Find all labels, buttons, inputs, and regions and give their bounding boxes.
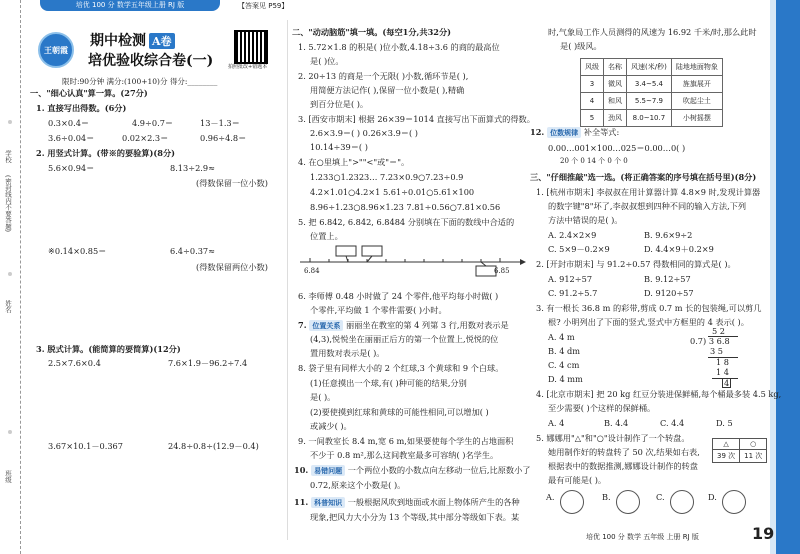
option-a[interactable]: A. [546, 492, 555, 502]
s2-q10-cont: 0.72,原来这个小数是( )。 [310, 480, 406, 490]
section-1-title: 一、"细心认真"算一算。(27分) [30, 88, 148, 98]
option-c[interactable]: C. 5×9－0.2×9 [548, 244, 610, 254]
section-3-title: 三、"仔细推敲"选一选。(将正确答案的序号填在括号里)(8分) [530, 172, 757, 182]
table-row: 5 劲风 8.0~10.7 小树摇摆 [581, 110, 723, 127]
option-d[interactable]: D. 9120÷57 [644, 288, 694, 298]
triangle-icon: △ [713, 439, 740, 450]
table-row: 3 微风 3.4~5.4 旌旗展开 [581, 76, 723, 93]
s2-q6: 6. 李师傅 0.48 小时做了 24 个零件,他平均每小时做( ) [298, 291, 499, 301]
answer-reference: 【答案见 P59】 [238, 2, 289, 10]
s2-q4-items: 4.2×1.01○4.2×1 5.61÷0.01○5.61×100 [310, 187, 475, 197]
number-line [300, 244, 530, 284]
q3-item: 24.8÷0.8÷(12.9－0.4) [168, 441, 259, 451]
s2-q1: 1. 5.72×1.8 的积是( )位小数,4.18÷3.6 的商的最高位 [298, 42, 500, 52]
s2-q12-braces: 20 个 0 14 个 0 个 0 [560, 157, 628, 165]
s3-q2: 2. [开封市期末] 与 91.2÷0.57 得数相同的算式是( )。 [536, 259, 736, 269]
s2-q4-items: 8.96÷1.23○8.96×1.23 7.81÷0.56○7.81×0.56 [310, 202, 501, 212]
s2-q4-items: 1.233○1.2323… 7.23×0.9○7.23÷0.9 [310, 172, 464, 182]
q2-item: ※0.14×0.85＝ [48, 246, 107, 256]
s2-q4: 4. 在○里填上">""<"或"＝"。 [298, 157, 410, 167]
option-c[interactable]: C. 91.2÷5.7 [548, 288, 598, 298]
page-number: 19 [752, 524, 775, 543]
q3-item: 7.6×1.9－96.2÷7.4 [168, 358, 248, 368]
s2-q11: 11. 科普知识 一般根据风吹到地面或水面上物体所产生的各种 [294, 497, 520, 507]
binding-hole [8, 430, 12, 434]
q1-prompt: 1. 直接写出得数。(6分) [36, 103, 127, 113]
seal-note: (密封线内不要答题) [4, 175, 12, 233]
s3-q1: 1. [杭州市期末] 李叔叔在用计算器计算 4.8×9 时,发现计算器 [536, 187, 761, 197]
s3-q1-cont: 的数字键"8"坏了,李叔叔想到四种不同的输入方法,下列 [548, 201, 747, 211]
s2-q3-items: 10.14÷39＝( ) [310, 142, 368, 152]
table-header: 风级 [581, 59, 604, 76]
top-banner: 培优 100 分 数学五年级上册 RJ 版 [40, 0, 220, 11]
s2-q8-cont: (1)任意摸出一个球,有( )种可能的结果,分别 [310, 378, 467, 388]
spinner-b-icon [616, 490, 640, 514]
q2-prompt: 2. 用竖式计算。(带※的要验算)(8分) [36, 148, 176, 158]
q2-item: 5.6×0.94＝ [48, 163, 95, 173]
s2-q7: 7. 位置关系 丽丽坐在教室的第 4 列第 3 行,用数对表示是 [298, 320, 509, 330]
table-header: 陆地地面物象 [671, 59, 722, 76]
q1-item: 0.96÷4.8＝ [200, 133, 247, 143]
page-footer: 培优 100 分 数学 五年级 上册 RJ 版 [586, 533, 699, 541]
table-header: 风速(米/秒) [627, 59, 672, 76]
topic-tag: 位置关系 [309, 320, 343, 331]
option-d[interactable]: D. 4 mm [548, 374, 583, 384]
q3-prompt: 3. 脱式计算。(能简算的要简算)(12分) [36, 344, 181, 354]
circle-icon: ○ [740, 439, 767, 450]
s2-q12-equation: 0.00…001×100…025＝0.00…0( ) [548, 143, 686, 153]
s3-q5-cont: 根据表中的数据推测,娜娜设计制作的转盘 [548, 461, 698, 471]
topic-tag: 易错问题 [311, 465, 345, 476]
option-b[interactable]: B. 4 dm [548, 346, 581, 356]
section-2-title: 二、"动动脑筋"填一填。(每空1分,共32分) [292, 27, 452, 37]
binding-hole [8, 120, 12, 124]
wind-table [580, 58, 723, 127]
s3-q5: 5. 娜娜用"△"和"○"设计制作了一个转盘。 [536, 433, 690, 443]
spin-result-table: △ ○ 39 次 11 次 [712, 438, 767, 463]
q1-item: 0.3×0.4＝ [48, 118, 90, 128]
boxed-digit: 4 [724, 378, 730, 388]
s2-q5-cont: 位置上。 [310, 231, 343, 241]
q2-note: (得数保留一位小数) [196, 178, 268, 188]
option-d[interactable]: D. 4.4×9＋0.2×9 [644, 244, 714, 254]
option-a[interactable]: A. 4 m [548, 332, 575, 342]
name-label: 姓名 [4, 300, 12, 313]
number-line-left-label: 6.84 [304, 267, 320, 275]
s2-q12: 12. 位数规律 补全等式: [530, 127, 620, 137]
brand-logo: 王朝霞 [38, 32, 74, 68]
option-d[interactable]: D. [708, 492, 717, 502]
exam-subtitle: 培优验收综合卷(一) [88, 53, 214, 69]
option-c[interactable]: C. [656, 492, 665, 502]
s2-q5: 5. 把 6.842, 6.842, 6.8484 分别填在下面的数线中合适的 [298, 217, 515, 227]
qr-caption: 拍照批改+错题本 [228, 64, 268, 70]
table-header: 名称 [604, 59, 627, 76]
q2-item: 6.4÷0.37≈ [170, 246, 215, 256]
s3-q3: 3. 有一根长 36.8 m 的彩带,剪成 0.7 m 长的包装绳,可以剪几 [536, 303, 762, 313]
s2-q11-cont: 现象,把风力大小分为 13 个等级,其中部分等级如下表。某 [310, 512, 520, 522]
s2-q3: 3. [西安市期末] 根据 26×39＝1014 直接写出下面算式的得数。 [298, 114, 535, 124]
spinner-a-icon [560, 490, 584, 514]
s2-q9: 9. 一间教室长 8.4 m,宽 6 m,如果要使每个学生的占地面积 [298, 436, 514, 446]
q2-item: 8.13÷2.9≈ [170, 163, 215, 173]
spinner-d-icon [722, 490, 746, 514]
s2-q6-cont: 个零件,平均做 1 个零件需要( )小时。 [310, 305, 447, 315]
topic-tag: 科普知识 [311, 497, 345, 508]
s2-q11-cont: 时,气象局工作人员测得的风速为 16.92 千米/时,那么此时 [548, 27, 757, 37]
option-c[interactable]: C. 4.4̇ [660, 418, 685, 428]
school-label: 学校 [4, 150, 12, 163]
option-b[interactable]: B. 9.12÷57 [644, 274, 691, 284]
s2-q2-cont: 到百分位是( )。 [310, 99, 369, 109]
s2-q11-cont: 是( )级风。 [560, 41, 602, 51]
exam-badge: A卷 [149, 33, 175, 49]
s3-q5-cont: 最有可能是( )。 [548, 475, 607, 485]
qr-code-icon [234, 30, 268, 64]
s3-q5-cont: 她用制作好的转盘转了 50 次,结果如右表, [548, 447, 700, 457]
q1-item: 0.02×2.3＝ [122, 133, 169, 143]
s2-q7-cont: 置用数对表示是( )。 [310, 348, 385, 358]
binding-strip [0, 0, 21, 554]
s3-q4: 4. [北京市期末] 把 20 kg 红豆分装进保鲜桶,每个桶最多装 4.5 kg, [536, 389, 782, 399]
s3-q4-cont: 至少需要( )个这样的保鲜桶。 [548, 403, 656, 413]
option-a[interactable]: A. 4 [548, 418, 565, 428]
q3-item: 3.67×10.1－0.367 [48, 441, 123, 451]
q3-item: 2.5×7.6×0.4 [48, 358, 101, 368]
option-a[interactable]: A. 912÷57 [548, 274, 593, 284]
option-b[interactable]: B. 4.4 [604, 418, 629, 428]
s3-q1-cont: 方法中错误的是( )。 [548, 215, 623, 225]
s2-q1-cont: 是( )位。 [310, 56, 344, 66]
q1-item: 13－1.3＝ [200, 118, 240, 128]
topic-tag: 位数规律 [547, 127, 581, 138]
s2-q8-cont: 或减少( )。 [310, 421, 352, 431]
option-c[interactable]: C. 4 cm [548, 360, 580, 370]
option-a[interactable]: A. 2.4×2×9 [548, 230, 597, 240]
s2-q10: 10. 易错问题 一个两位小数的小数点向左移动一位后,比原数小了 [294, 465, 531, 475]
s2-q9-cont: 不少于 0.8 m²,那么这间教室最多可容纳( )名学生。 [310, 450, 499, 460]
q1-item: 3.6÷0.04＝ [48, 133, 95, 143]
s2-q8: 8. 袋子里有同样大小的 2 个红球,3 个黄球和 9 个白球。 [298, 363, 504, 373]
right-edge-bar [776, 0, 800, 554]
q1-item: 4.9÷0.7＝ [132, 118, 174, 128]
spinner-c-icon [670, 490, 694, 514]
class-label: 班级 [4, 470, 12, 483]
q2-note: (得数保留两位小数) [196, 262, 268, 272]
column-divider [287, 20, 288, 540]
long-division: 5 2 0.7) 3 6.8 3 5 1 8 1 4 4 [690, 326, 750, 386]
exam-title: 期中检测 A卷 [90, 30, 175, 50]
option-d[interactable]: D. 5 [716, 418, 733, 428]
s2-q7-cont: (4,3),悦悦坐在丽丽正后方的第一个位置上,悦悦的位 [310, 334, 499, 344]
number-line-right-label: 6.85 [494, 267, 510, 275]
table-row: 4 和风 5.5~7.9 吹起尘土 [581, 93, 723, 110]
binding-hole [8, 272, 12, 276]
s2-q2: 2. 20÷13 的商是一个无限( )小数,循环节是( ), [298, 71, 469, 81]
s3-q3-cont: 根? 小明列出了下面的竖式,竖式中方框里的 4 表示( )。 [548, 317, 749, 327]
option-b[interactable]: B. [602, 492, 611, 502]
s2-q2-cont: 用简便方法记作( ),保留一位小数是( ),精确 [310, 85, 465, 95]
s2-q8-cont: (2)要使摸到红球和黄球的可能性相同,可以增加( ) [310, 407, 489, 417]
s2-q8-cont: 是( )。 [310, 392, 336, 402]
s2-q3-items: 2.6×3.9＝( ) 0.26×3.9＝( ) [310, 128, 418, 138]
exam-meta: 限时:90分钟 满分:(100+10)分 得分:________ [62, 77, 218, 86]
option-b[interactable]: B. 9.6×9÷2 [644, 230, 693, 240]
page-header [38, 30, 278, 74]
